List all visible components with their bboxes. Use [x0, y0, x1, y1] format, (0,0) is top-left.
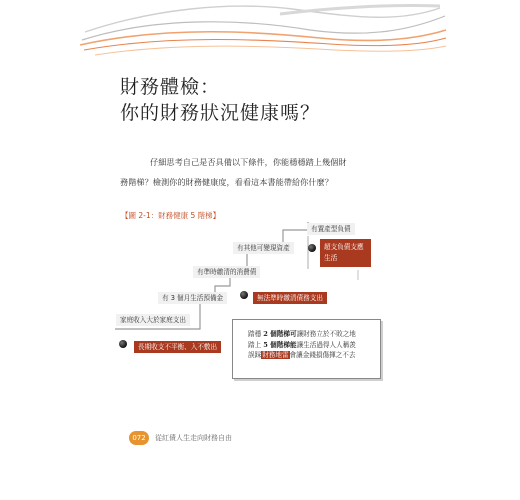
note-line-3: 誤踩財務地雷會讓金錢損傷揮之不去	[248, 351, 356, 359]
body-line-2: 務階梯？檢測你的財務健康度，看看這本書能帶給你什麼？	[120, 177, 333, 187]
step-label-3: 有準時繳清的消費債	[193, 266, 260, 278]
figure-caption: 【圖 2-1：財務健康 5 階梯】	[121, 211, 221, 220]
marker-dot-top	[308, 244, 316, 252]
book-title: 從紅債人生走向財務自由	[155, 434, 232, 442]
middle-warning-label: 無法準時繳清債務支出	[253, 292, 327, 304]
marker-dot-bottom	[119, 340, 127, 348]
step-label-5: 有置產型負債	[307, 223, 355, 235]
step-label-2: 有 3 個月生活預備金	[158, 292, 227, 304]
step-label-1: 家庭收入大於家庭支出	[116, 314, 190, 326]
title-line-2: 你的財務狀況健康嗎？	[120, 102, 321, 124]
title-line-1: 財務體檢：	[120, 76, 221, 98]
step-label-4: 有其他可變現資產	[233, 242, 294, 254]
note-line-2: 踏上 5 個階梯能讓生活過得人人稱羨	[248, 340, 356, 349]
top-warning-label: 超支負債支應生活	[320, 239, 371, 267]
page-number: 072	[129, 431, 149, 445]
note-line-1: 踏穩 2 個階梯可讓財務立於不敗之地	[248, 330, 356, 338]
note-text	[248, 329, 378, 361]
body-line-1: 仔細思考自己是否具備以下條件，你能穩穩踏上幾個財	[150, 157, 347, 167]
marker-dot-middle	[240, 291, 248, 299]
bottom-warning-label: 長期收支不平衡、入不敷出	[134, 341, 221, 353]
note-box	[232, 319, 381, 379]
